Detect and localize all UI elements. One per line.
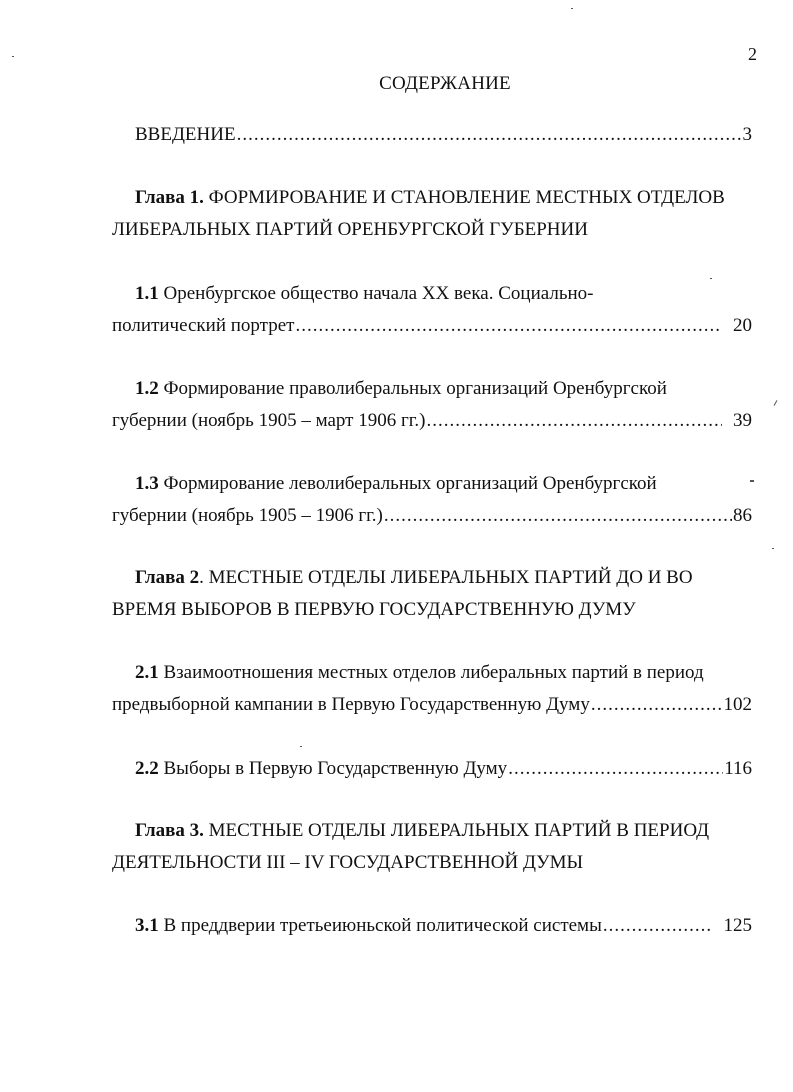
page-number: 2 [748, 44, 757, 64]
toc-title: СОДЕРЖАНИЕ [379, 73, 511, 94]
leader-dots [603, 915, 713, 938]
chapter-title-line2: ВРЕМЯ ВЫБОРОВ В ПЕРВУЮ ГОСУДАРСТВЕННУЮ ДУМУ [112, 599, 636, 620]
leader-dots [237, 124, 742, 147]
section-number: 3.1 [135, 915, 159, 936]
chapter-2-heading-cont [112, 599, 752, 622]
chapter-number: Глава 2 [135, 567, 200, 588]
section-title-line1: Формирование праволиберальных организаций Оренбургской [158, 378, 667, 399]
leader-dots [384, 505, 732, 528]
chapter-number: Глава 1. [135, 187, 204, 208]
section-title: В преддверии третьеиюньской политической системы [158, 915, 602, 936]
toc-entry-1-2[interactable] [112, 410, 752, 433]
scan-speck [772, 548, 774, 549]
chapter-3-heading[interactable] [135, 820, 775, 843]
section-title-line1: Оренбургское общество начала XX века. Социально- [158, 283, 594, 304]
section-1-3-heading[interactable] [135, 473, 657, 496]
section-title-line1: Формирование леволиберальных организаций Оренбургской [158, 473, 657, 494]
leader-dots [591, 694, 723, 717]
toc-entry-page: 20 [733, 315, 752, 336]
chapter-2-heading[interactable] [135, 567, 775, 590]
leader-dots [508, 758, 723, 781]
toc-entry-page: 86 [733, 505, 752, 526]
section-number: 2.2 [135, 758, 159, 779]
section-number: 1.3 [135, 473, 159, 494]
section-number: 2.1 [135, 662, 159, 683]
scan-speck [750, 480, 754, 482]
toc-entry-page: 39 [733, 410, 752, 431]
toc-entry-page: 125 [723, 915, 752, 936]
toc-entry-2-2[interactable] [135, 758, 752, 781]
scan-speck [571, 8, 573, 9]
chapter-title-line2: ДЕЯТЕЛЬНОСТИ III – IV ГОСУДАРСТВЕННОЙ ДУМЫ [112, 852, 584, 873]
scan-speck [12, 56, 14, 57]
toc-entry-label: предвыборной кампании в Первую Государственную Думу [112, 694, 590, 715]
chapter-number: Глава 3. [135, 820, 204, 841]
toc-entry-label [135, 758, 507, 781]
chapter-title-line1: . МЕСТНЫЕ ОТДЕЛЫ ЛИБЕРАЛЬНЫХ ПАРТИЙ ДО И ВО [199, 567, 693, 588]
scan-speck [774, 400, 778, 406]
leader-dots [295, 315, 722, 338]
toc-entry-label: ВВЕДЕНИЕ [135, 124, 236, 145]
section-title-line1: Взаимоотношения местных отделов либеральных партий в период [158, 662, 704, 683]
chapter-title-line1: ФОРМИРОВАНИЕ И СТАНОВЛЕНИЕ МЕСТНЫХ ОТДЕЛОВ [203, 187, 725, 208]
toc-entry-label: политический портрет [112, 315, 295, 336]
chapter-1-heading-cont [112, 219, 752, 242]
toc-entry-2-1[interactable] [112, 694, 752, 717]
scan-speck [710, 278, 712, 279]
chapter-1-heading[interactable] [135, 187, 775, 210]
section-number: 1.2 [135, 378, 159, 399]
toc-entry-3-1[interactable] [135, 915, 752, 938]
scan-speck [300, 746, 302, 747]
toc-entry-label [135, 915, 602, 938]
section-number: 1.1 [135, 283, 159, 304]
leader-dots [427, 410, 723, 433]
toc-entry-page: 3 [742, 124, 752, 145]
toc-entry-label: губернии (ноябрь 1905 – март 1906 гг.) [112, 410, 426, 431]
section-2-1-heading[interactable] [135, 662, 704, 685]
toc-entry-1-3[interactable] [112, 505, 752, 528]
toc-entry-label: губернии (ноябрь 1905 – 1906 гг.) [112, 505, 383, 526]
chapter-3-heading-cont [112, 852, 752, 875]
chapter-title-line1: МЕСТНЫЕ ОТДЕЛЫ ЛИБЕРАЛЬНЫХ ПАРТИЙ В ПЕРИОД [203, 820, 710, 841]
toc-entry-1-1[interactable] [112, 315, 752, 338]
section-1-2-heading[interactable] [135, 378, 667, 401]
section-title: Выборы в Первую Государственную Думу [158, 758, 508, 779]
chapter-title-line2: ЛИБЕРАЛЬНЫХ ПАРТИЙ ОРЕНБУРГСКОЙ ГУБЕРНИИ [112, 219, 588, 240]
section-1-1-heading[interactable] [135, 283, 593, 306]
toc-entry-introduction[interactable] [135, 124, 752, 147]
toc-entry-page: 102 [723, 694, 752, 715]
toc-entry-page: 116 [724, 758, 752, 779]
